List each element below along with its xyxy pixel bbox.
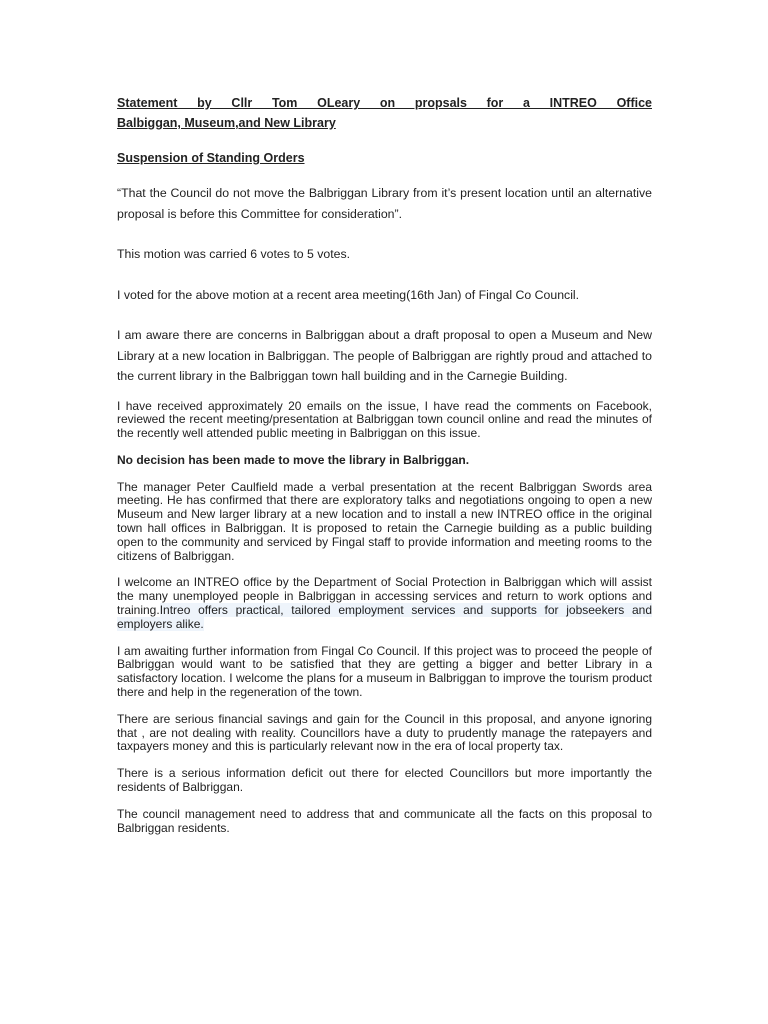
title-line-1: Statement by Cllr Tom OLeary on propsals for a INTREO Office <box>117 96 652 110</box>
awaiting-paragraph: I am awaiting further information from Fingal Co Council. If this project was to proceed the people of Balbriggan would want to be satisfied that they are getting a bigger and better Library in a satisfactory location. I welcome the plans for a museum in Balbriggan to improve the tourism product there and help in the regeneration of the town. <box>117 643 652 700</box>
document-title <box>117 93 652 133</box>
section-heading: Suspension of Standing Orders <box>117 151 305 165</box>
manager-paragraph: The manager Peter Caulfield made a verbal presentation at the recent Balbriggan Swords area meeting. He has confirmed that there are exploratory talks and negotiations ongoing to open a new Museum and New larger library at a new location and to install a new INTREO office in the original town hall offices in Balbriggan. It is proposed to retain the Carnegie building as a public building open to the community and serviced by Fingal staff to provide information and meeting rooms to the citizens of Balbriggan. <box>117 479 652 563</box>
emails-paragraph: I have received approximately 20 emails on the issue, I have read the comments on Facebook, reviewed the recent meeting/presentation at Balbriggan town council online and read the minutes of the recently well attended public meeting in Balbriggan on this issue. <box>117 398 652 441</box>
intreo-paragraph <box>117 576 652 631</box>
communicate-paragraph: The council management need to address that and communicate all the facts on this proposal to Balbriggan residents. <box>117 806 652 835</box>
motion-quote: “That the Council do not move the Balbriggan Library from it’s present location until an alternative proposal is before this Committee for consideration”. <box>117 186 652 221</box>
concerns-paragraph: I am aware there are concerns in Balbriggan about a draft proposal to open a Museum and New Library at a new location in Balbriggan. The people of Balbriggan are rightly proud and attached to the current library in the Balbriggan town hall building and in the Carnegie Building. <box>117 328 652 383</box>
savings-paragraph: There are serious financial savings and gain for the Council in this proposal, and anyone ignoring that , are not dealing with reality. Councillors have a duty to prudently manage the ratepayers and taxpayers money and this is particularly relevant now in the era of local property tax. <box>117 711 652 754</box>
voted-statement: I voted for the above motion at a recent area meeting(16th Jan) of Fingal Co Council. <box>117 287 580 302</box>
title-line-2: Balbiggan, Museum,and New Library <box>117 116 336 130</box>
intreo-text: I welcome an INTREO office by the Department of Social Protection in Balbriggan which will assist the many unemployed people in Balbriggan in accessing services and return to work options and training. <box>117 575 652 618</box>
motion-result: This motion was carried 6 votes to 5 votes. <box>117 247 351 261</box>
no-decision-statement: No decision has been made to move the library in Balbriggan. <box>117 452 470 467</box>
deficit-paragraph: There is a serious information deficit out there for elected Councillors but more importantly the residents of Balbriggan. <box>117 766 652 795</box>
document-body <box>117 93 652 835</box>
intreo-highlight: Intreo offers practical, tailored employment services and supports for jobseekers and employers alike. <box>117 603 652 631</box>
